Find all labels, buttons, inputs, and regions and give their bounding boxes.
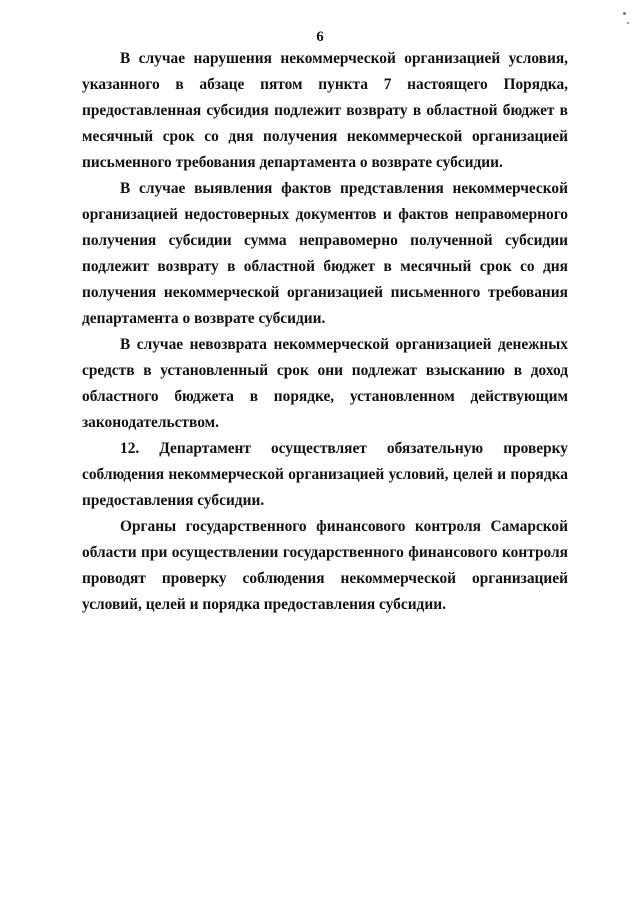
document-body [82,46,568,618]
paragraph-clause-12: 12. Департамент осуществляет обязательную проверку соблюдения некоммерческой организацией условий, целей и порядка предоставления субсидии. [82,440,568,509]
paragraph-financial-control: Органы государственного финансового контроля Самарской области при осуществлении государственного финансового контроля проводят проверку соблюдения некоммерческой организацией условий, целей и порядка предоставления субсидии. [82,518,568,613]
page-number: 6 [316,29,324,45]
paragraph-recovery: В случае невозврата некоммерческой организацией денежных средств в установленный срок они подлежат взысканию в доход областного бюджета в порядке, установленном действующим законодательством. [82,336,568,431]
paragraph-refund-violation: В случае нарушения некоммерческой организацией условия, указанного в абзаце пятом пункта 7 настоящего Порядка, предоставленная субсидия подлежит возврату в областной бюджет в месячный срок со дня получения некоммерческой организацией письменного требования департамента о возврате субсидии. [82,50,568,171]
scan-artifact [627,22,629,24]
paragraph-refund-false-documents: В случае выявления фактов представления некоммерческой организацией недостоверных документов и фактов неправомерного получения субсидии сумма неправомерно полученной субсидии подлежит возврату в областной бюджет в месячный срок со дня получения некоммерческой организацией письменного требования департамента о возврате субсидии. [82,180,568,327]
scan-artifact [623,12,626,15]
